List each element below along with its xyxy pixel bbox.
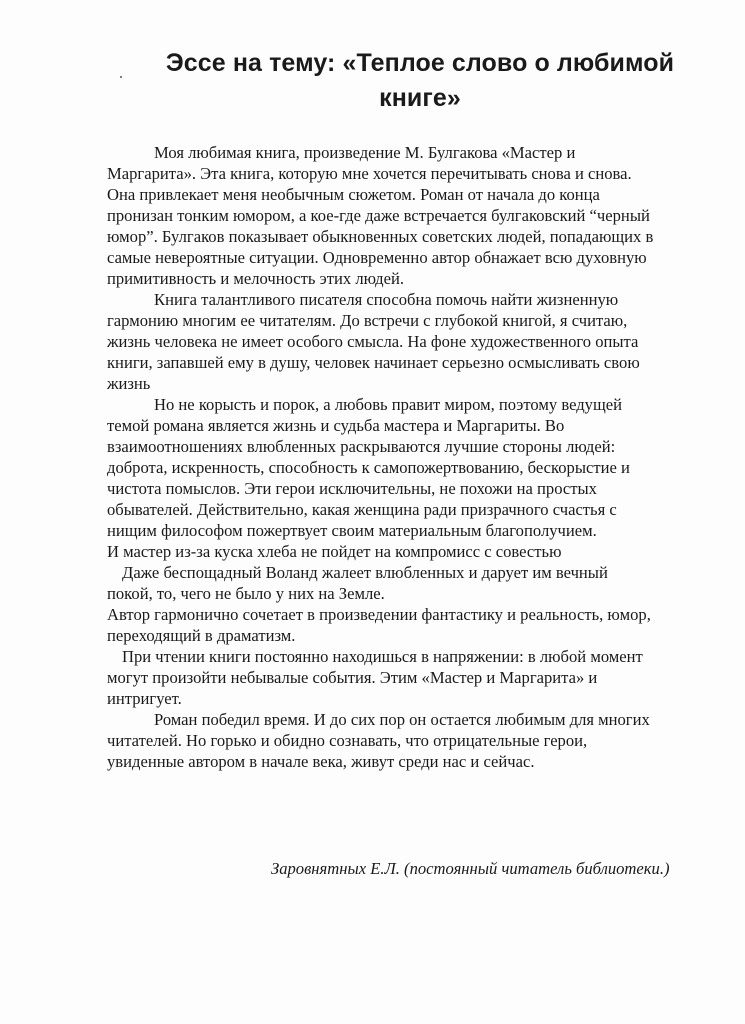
text-line: жизнь человека не имеет особого смысла. На фоне художественного опыта — [107, 332, 639, 351]
author-signature: Заровнятных Е.Л. (постоянный читатель библиотеки.) — [271, 859, 670, 878]
text-line: переходящий в драматизм. — [107, 626, 296, 645]
text-line: И мастер из-за куска хлеба не пойдет на компромисс с совестью — [107, 542, 562, 561]
speck-mark — [120, 76, 122, 78]
text-line: Но не корысть и порок, а любовь правит миром, поэтому ведущей — [154, 395, 622, 414]
text-line: Маргарита». Эта книга, которую мне хочется перечитывать снова и снова. — [107, 164, 632, 183]
essay-title-line-2: книге» — [379, 84, 461, 112]
essay-title-line-1: Эссе на тему: «Теплое слово о любимой — [165, 49, 675, 77]
text-line: При чтении книги постоянно находишься в напряжении: в любой момент — [122, 647, 643, 666]
text-line: Роман победил время. И до сих пор он остается любимым для многих — [154, 710, 650, 729]
text-line: интригует. — [107, 689, 182, 708]
text-line: Моя любимая книга, произведение М. Булгакова «Мастер и — [154, 143, 576, 162]
text-line: самые невероятные ситуации. Одновременно автор обнажает всю духовную — [107, 248, 647, 267]
text-line: темой романа является жизнь и судьба мастера и Маргариты. Во — [107, 416, 565, 435]
text-line: примитивность и мелочность этих людей. — [107, 269, 405, 288]
text-line: пронизан тонким юмором, а кое-где даже встречается булгаковский “черный — [107, 206, 650, 225]
text-line: доброта, искренность, способность к самопожертвованию, бескорыстие и — [107, 458, 630, 477]
text-line: Даже беспощадный Воланд жалеет влюбленных и дарует им вечный — [122, 563, 608, 582]
text-line: могут произойти небывалые события. Этим «Мастер и Маргарита» и — [107, 668, 598, 687]
text-line: Автор гармонично сочетает в произведении фантастику и реальность, юмор, — [107, 605, 651, 624]
text-line: Она привлекает меня необычным сюжетом. Роман от начала до конца — [107, 185, 600, 204]
text-line: нищим философом пожертвует своим материальным благополучием. — [107, 521, 597, 540]
text-line: читателей. Но горько и обидно сознавать, что отрицательные герои, — [107, 731, 588, 750]
text-line: покой, то, чего не было у них на Земле. — [107, 584, 385, 603]
text-line: жизнь — [107, 374, 151, 393]
text-line: гармонию многим ее читателям. До встречи с глубокой книгой, я считаю, — [107, 311, 628, 330]
text-line: увиденные автором в начале века, живут среди нас и сейчас. — [107, 752, 535, 771]
text-line: юмор”. Булгаков показывает обыкновенных советских людей, попадающих в — [107, 227, 654, 246]
text-line: чистота помыслов. Эти герои исключительны, не похожи на простых — [107, 479, 597, 498]
text-line: Книга талантливого писателя способна помочь найти жизненную — [154, 290, 619, 309]
text-line: взаимоотношениях влюбленных раскрываются лучшие стороны людей: — [107, 437, 616, 456]
text-line: обывателей. Действительно, какая женщина ради призрачного счастья с — [107, 500, 617, 519]
text-line: книги, запавшей ему в душу, человек начинает серьезно осмысливать свою — [107, 353, 640, 372]
